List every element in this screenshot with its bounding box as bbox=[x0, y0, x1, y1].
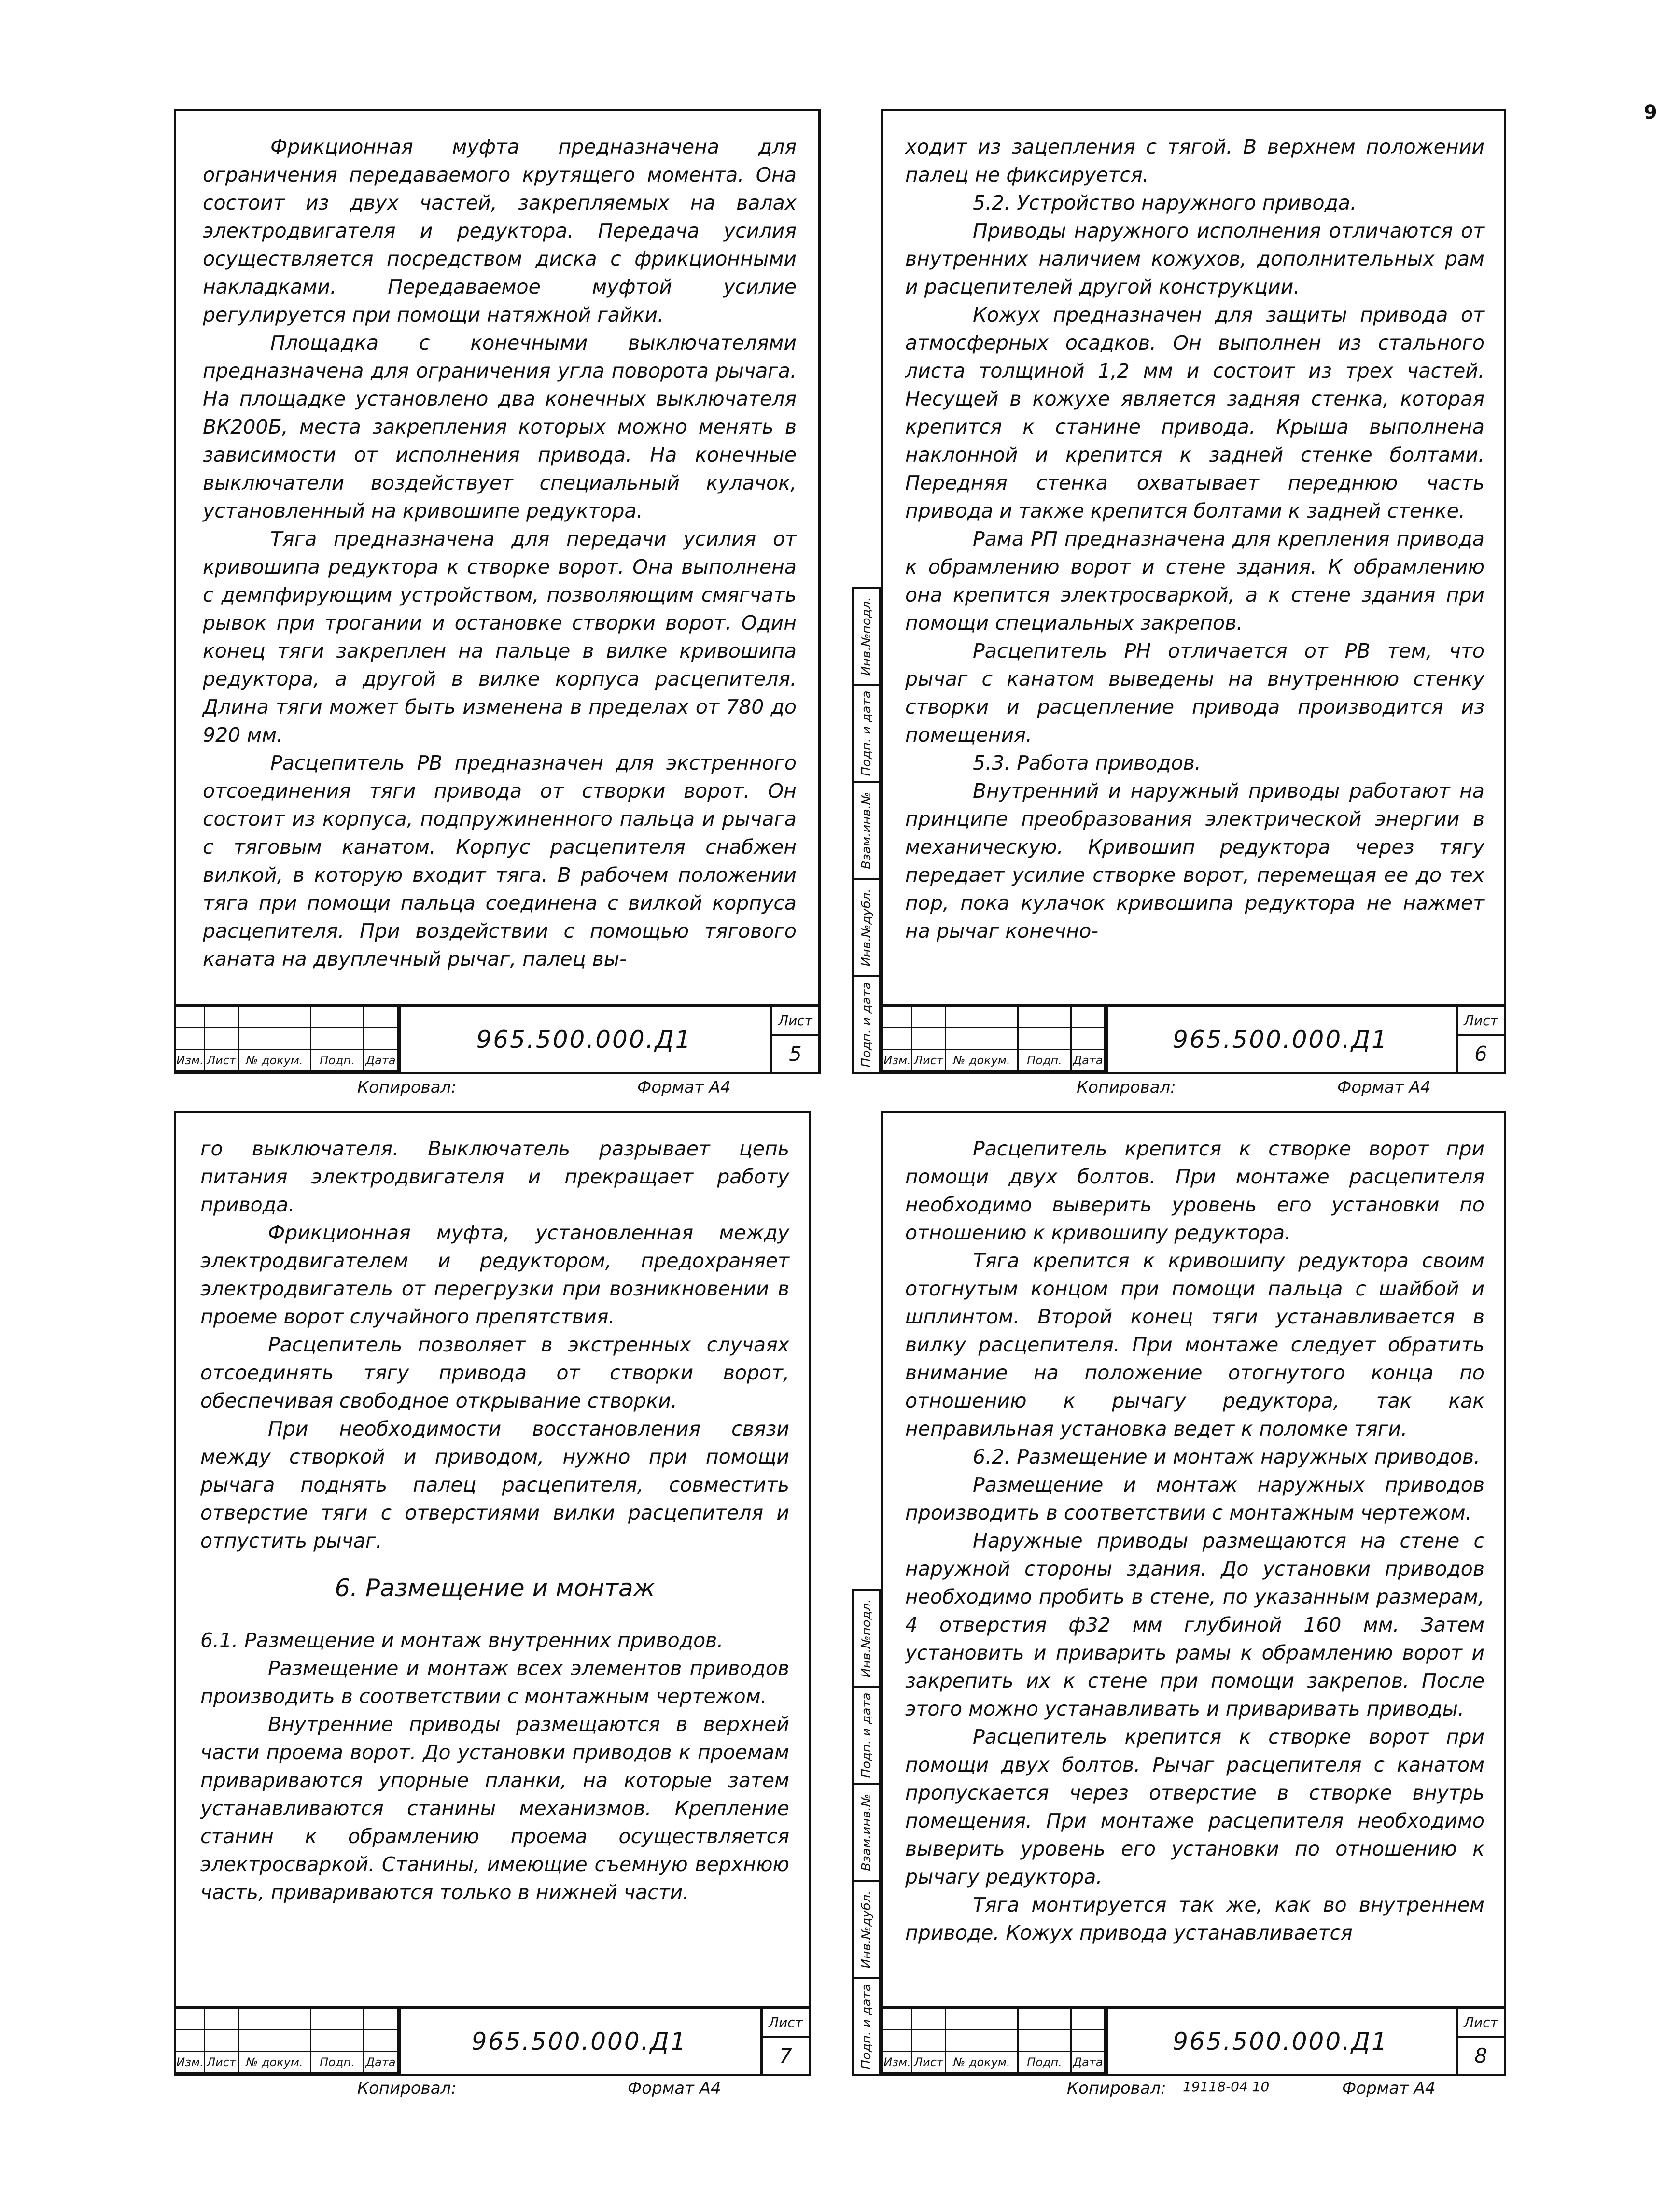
title-block bbox=[883, 2006, 1504, 2074]
stamp-header: Дата bbox=[364, 2052, 398, 2074]
stamp-header: Подп. bbox=[1019, 2052, 1072, 2074]
copied-label: Копировал: bbox=[357, 2079, 457, 2098]
document-code: 965.500.000.Д1 bbox=[476, 1025, 692, 1054]
format-label: Формат А4 bbox=[637, 1078, 731, 1097]
stamp-header: Подп. bbox=[311, 2052, 364, 2074]
paragraph: Размещение и монтаж всех элементов приводов производить в соответствии с монтажным чертежом. bbox=[200, 1657, 789, 1708]
paragraph: Фрикционная муфта, установленная между электродвигателем и редуктором, предохраняет электродвигатель от перегрузки при возникновении в проеме ворот случайного препятствия. bbox=[200, 1221, 789, 1328]
sheet-8-text bbox=[905, 1135, 1484, 1947]
sheet-number: 5 bbox=[789, 1042, 802, 1066]
sheet-number-box bbox=[770, 1007, 818, 1072]
side-stamp-label: Инв.№дубл. bbox=[859, 888, 874, 967]
sheet-number-box bbox=[1456, 2009, 1504, 2074]
side-stamp-label: Подп. и дата bbox=[859, 1984, 874, 2069]
format-label: Формат А4 bbox=[1342, 2079, 1436, 2098]
paragraph: 6.2. Размещение и монтаж наружных приводов. bbox=[973, 1445, 1481, 1468]
stamp-grid bbox=[883, 1007, 1108, 1072]
paragraph: Расцепитель РВ предназначен для экстренного отсоединения тяги привода от створки ворот. Он состоит из корпуса, подпружиненного пальца и рычага с тяговым канатом. Корпус расцепителя снабжен вилкой, в которую входит тяга. В рабочем положении тяга при помощи пальца соединена с вилкой корпуса расцепителя. При воздействии с помощью тягового каната на двуплечный рычаг, палец вы- bbox=[203, 751, 797, 971]
stamp-header: Изм. bbox=[176, 1050, 205, 1072]
paragraph: ходит из зацепления с тягой. В верхнем положении палец не фиксируется. bbox=[905, 135, 1484, 186]
side-stamp bbox=[852, 1589, 881, 2076]
sheet-8 bbox=[881, 1111, 1506, 2076]
sheet-7 bbox=[174, 1111, 811, 2076]
title-block bbox=[883, 1004, 1504, 1072]
stamp-header: Дата bbox=[1072, 2052, 1106, 2074]
sheet-label: Лист bbox=[772, 1007, 818, 1036]
sheet-number-box bbox=[1456, 1007, 1504, 1072]
paragraph: 6.1. Размещение и монтаж внутренних приводов. bbox=[200, 1629, 724, 1652]
paragraph: 5.2. Устройство наружного привода. bbox=[973, 191, 1357, 214]
sheet-number: 8 bbox=[1474, 2044, 1487, 2068]
paragraph: При необходимости восстановления связи между створкой и приводом, нужно при помощи рычага поднять палец расцепителя, совместить отверстие тяги с отверстиями вилки расцепителя и отпустить рычаг. bbox=[200, 1417, 789, 1552]
stamp-header: Лист bbox=[912, 1050, 946, 1072]
stamp-header: Изм. bbox=[176, 2052, 205, 2074]
paragraph: Кожух предназначен для защиты привода от атмосферных осадков. Он выполнен из стального листа толщиной 1,2 мм и состоит из трех частей. Несущей в кожухе является задняя стенка, которая крепится к станине привода. Крыша выполнена наклонной и крепится к задней стенке болтами. Передняя стенка охватывает переднюю часть привода и также крепится болтами к задней стенке. bbox=[905, 303, 1484, 522]
paragraph: го выключателя. Выключатель разрывает цепь питания электродвигателя и прекращает работу привода. bbox=[200, 1137, 789, 1216]
copied-label: Копировал: bbox=[1067, 2079, 1166, 2098]
paragraph: Тяга монтируется так же, как во внутреннем приводе. Кожух привода устанавливается bbox=[905, 1893, 1484, 1944]
paragraph: Расцепитель крепится к створке ворот при помощи двух болтов. При монтаже расцепителя необходимо выверить уровень его установки по отношению к кривошипу редуктора. bbox=[905, 1137, 1484, 1244]
sheet-label: Лист bbox=[1458, 1007, 1504, 1036]
paragraph: 5.3. Работа приводов. bbox=[973, 751, 1201, 774]
stamp-header: № докум. bbox=[946, 2052, 1019, 2074]
format-label: Формат А4 bbox=[628, 2079, 721, 2098]
stamp-header: Дата bbox=[364, 1050, 398, 1072]
stamp-header: № докум. bbox=[239, 2052, 311, 2074]
stamp-grid bbox=[176, 2009, 401, 2074]
stamp-header: № докум. bbox=[946, 1050, 1019, 1072]
document-code: 965.500.000.Д1 bbox=[1173, 2027, 1388, 2055]
document-code: 965.500.000.Д1 bbox=[1173, 1025, 1388, 1054]
paragraph: Размещение и монтаж наружных приводов производить в соответствии с монтажным чертежом. bbox=[905, 1473, 1484, 1524]
stamp-header: Изм. bbox=[883, 1050, 912, 1072]
stamp-header: Лист bbox=[205, 2052, 239, 2074]
stamp-grid bbox=[176, 1007, 401, 1072]
paragraph: Наружные приводы размещаются на стене с наружной стороны здания. До установки приводов необходимо пробить в стене, по указанным размерам, 4 отверстия ф32 мм глубиной 160 мм. Затем установить и приварить рамы к обрамлению ворот и закрепить их к стене при помощи закрепов. После этого можно устанавливать и приваривать приводы. bbox=[905, 1529, 1484, 1720]
page-corner-number: 9 bbox=[1644, 101, 1657, 124]
sheet-label: Лист bbox=[763, 2009, 809, 2038]
stamp-header: Лист bbox=[205, 1050, 239, 1072]
sheet-5-text bbox=[203, 133, 797, 973]
copied-label: Копировал: bbox=[357, 1078, 457, 1097]
side-stamp-label: Взам.инв.№ bbox=[859, 1794, 874, 1871]
paragraph: Площадка с конечными выключателями предназначена для ограничения угла поворота рычага. На площадке установлено два конечных выключателя ВК200Б, места закрепления которых можно менять в зависимости от исполнения привода. На конечные выключатели воздействует специальный кулачок, установленный на кривошипе редуктора. bbox=[203, 331, 797, 522]
sheet-5 bbox=[174, 109, 821, 1074]
sheet-number-box bbox=[760, 2009, 809, 2074]
section-heading: 6. Размещение и монтаж bbox=[335, 1574, 655, 1602]
stamp-header: Лист bbox=[912, 2052, 946, 2074]
stamp-header: Подп. bbox=[1019, 1050, 1072, 1072]
stamp-grid bbox=[883, 2009, 1108, 2074]
copied-label: Копировал: bbox=[1077, 1078, 1176, 1097]
stamp-header: Изм. bbox=[883, 2052, 912, 2074]
format-label: Формат А4 bbox=[1337, 1078, 1431, 1097]
paragraph: Расцепитель РН отличается от РВ тем, что рычаг с канатом выведены на внутреннюю стенку створки и расцепление привода производится из помещения. bbox=[905, 639, 1484, 746]
sheet-6 bbox=[881, 109, 1506, 1074]
sheet-number: 7 bbox=[779, 2044, 792, 2068]
side-stamp-label: Инв.№подл. bbox=[859, 1599, 874, 1678]
paragraph: Расцепитель крепится к створке ворот при помощи двух болтов. Рычаг расцепителя с канатом пропускается через отверстие в створке внутрь помещения. При монтаже расцепителя необходимо выверить уровень его установки по отношению к рычагу редуктора. bbox=[905, 1725, 1484, 1888]
paragraph: Тяга предназначена для передачи усилия от кривошипа редуктора к створке ворот. Она выполнена с демпфирующим устройством, позволяющим смягчать рывок при трогании и остановке створки ворот. Один конец тяги закреплен на пальце в вилке кривошипа редуктора, а другой в вилке корпуса расцепителя. Длина тяги может быть изменена в пределах от 780 до 920 мм. bbox=[203, 527, 797, 746]
side-stamp-label: Подп. и дата bbox=[859, 1692, 874, 1778]
sheet-7-text bbox=[200, 1135, 789, 1906]
copy-registration: 19118-04 10 bbox=[1183, 2079, 1270, 2095]
side-stamp-label: Взам.инв.№ bbox=[859, 792, 874, 869]
stamp-header: Подп. bbox=[311, 1050, 364, 1072]
title-block bbox=[176, 1004, 818, 1072]
title-block bbox=[176, 2006, 809, 2074]
paragraph: Внутренний и наружный приводы работают на принципе преобразования электрической энергии в механическую. Кривошип редуктора через тягу передает усилие створке ворот, перемещая ее до тех пор, пока кулачок кривошипа редуктора не нажмет на рычаг конечно- bbox=[905, 779, 1484, 943]
sheet-6-text bbox=[905, 133, 1484, 945]
paragraph: Рама РП предназначена для крепления привода к обрамлению ворот и стене здания. К обрамлению она крепится электросваркой, а к стене здания при помощи специальных закрепов. bbox=[905, 527, 1484, 634]
document-code: 965.500.000.Д1 bbox=[471, 2027, 687, 2055]
sheet-number: 6 bbox=[1474, 1042, 1487, 1066]
stamp-header: № докум. bbox=[239, 1050, 311, 1072]
paragraph: Внутренние приводы размещаются в верхней части проема ворот. До установки приводов к проемам привариваются упорные планки, на которые затем устанавливаются станины механизмов. Крепление станин к обрамлению проема осуществляется электросваркой. Станины, имеющие съемную верхнюю часть, привариваются только в нижней части. bbox=[200, 1713, 789, 1904]
side-stamp-label: Инв.№подл. bbox=[859, 597, 874, 676]
paragraph: Фрикционная муфта предназначена для ограничения передаваемого крутящего момента. Она состоит из двух частей, закрепляемых на валах электродвигателя и редуктора. Передача усилия осуществляется посредством диска с фрикционными накладками. Передаваемое муфтой усилие регулируется при помощи натяжной гайки. bbox=[203, 135, 797, 326]
sheet-label: Лист bbox=[1458, 2009, 1504, 2038]
paragraph: Приводы наружного исполнения отличаются от внутренних наличием кожухов, дополнительных рам и расцепителей другой конструкции. bbox=[905, 219, 1484, 298]
side-stamp-label: Подп. и дата bbox=[859, 982, 874, 1068]
side-stamp bbox=[852, 587, 881, 1074]
side-stamp-label: Инв.№дубл. bbox=[859, 1890, 874, 1969]
paragraph: Расцепитель позволяет в экстренных случаях отсоединять тягу привода от створки ворот, обеспечивая свободное открывание створки. bbox=[200, 1333, 789, 1412]
stamp-header: Дата bbox=[1072, 1050, 1106, 1072]
side-stamp-label: Подп. и дата bbox=[859, 690, 874, 776]
paragraph: Тяга крепится к кривошипу редуктора своим отогнутым концом при помощи пальца с шайбой и шплинтом. Второй конец тяги устанавливается в вилку расцепителя. При монтаже следует обратить внимание на положение отогнутого конца по отношению к рычагу редуктора, так как неправильная установка ведет к поломке тяги. bbox=[905, 1249, 1484, 1440]
